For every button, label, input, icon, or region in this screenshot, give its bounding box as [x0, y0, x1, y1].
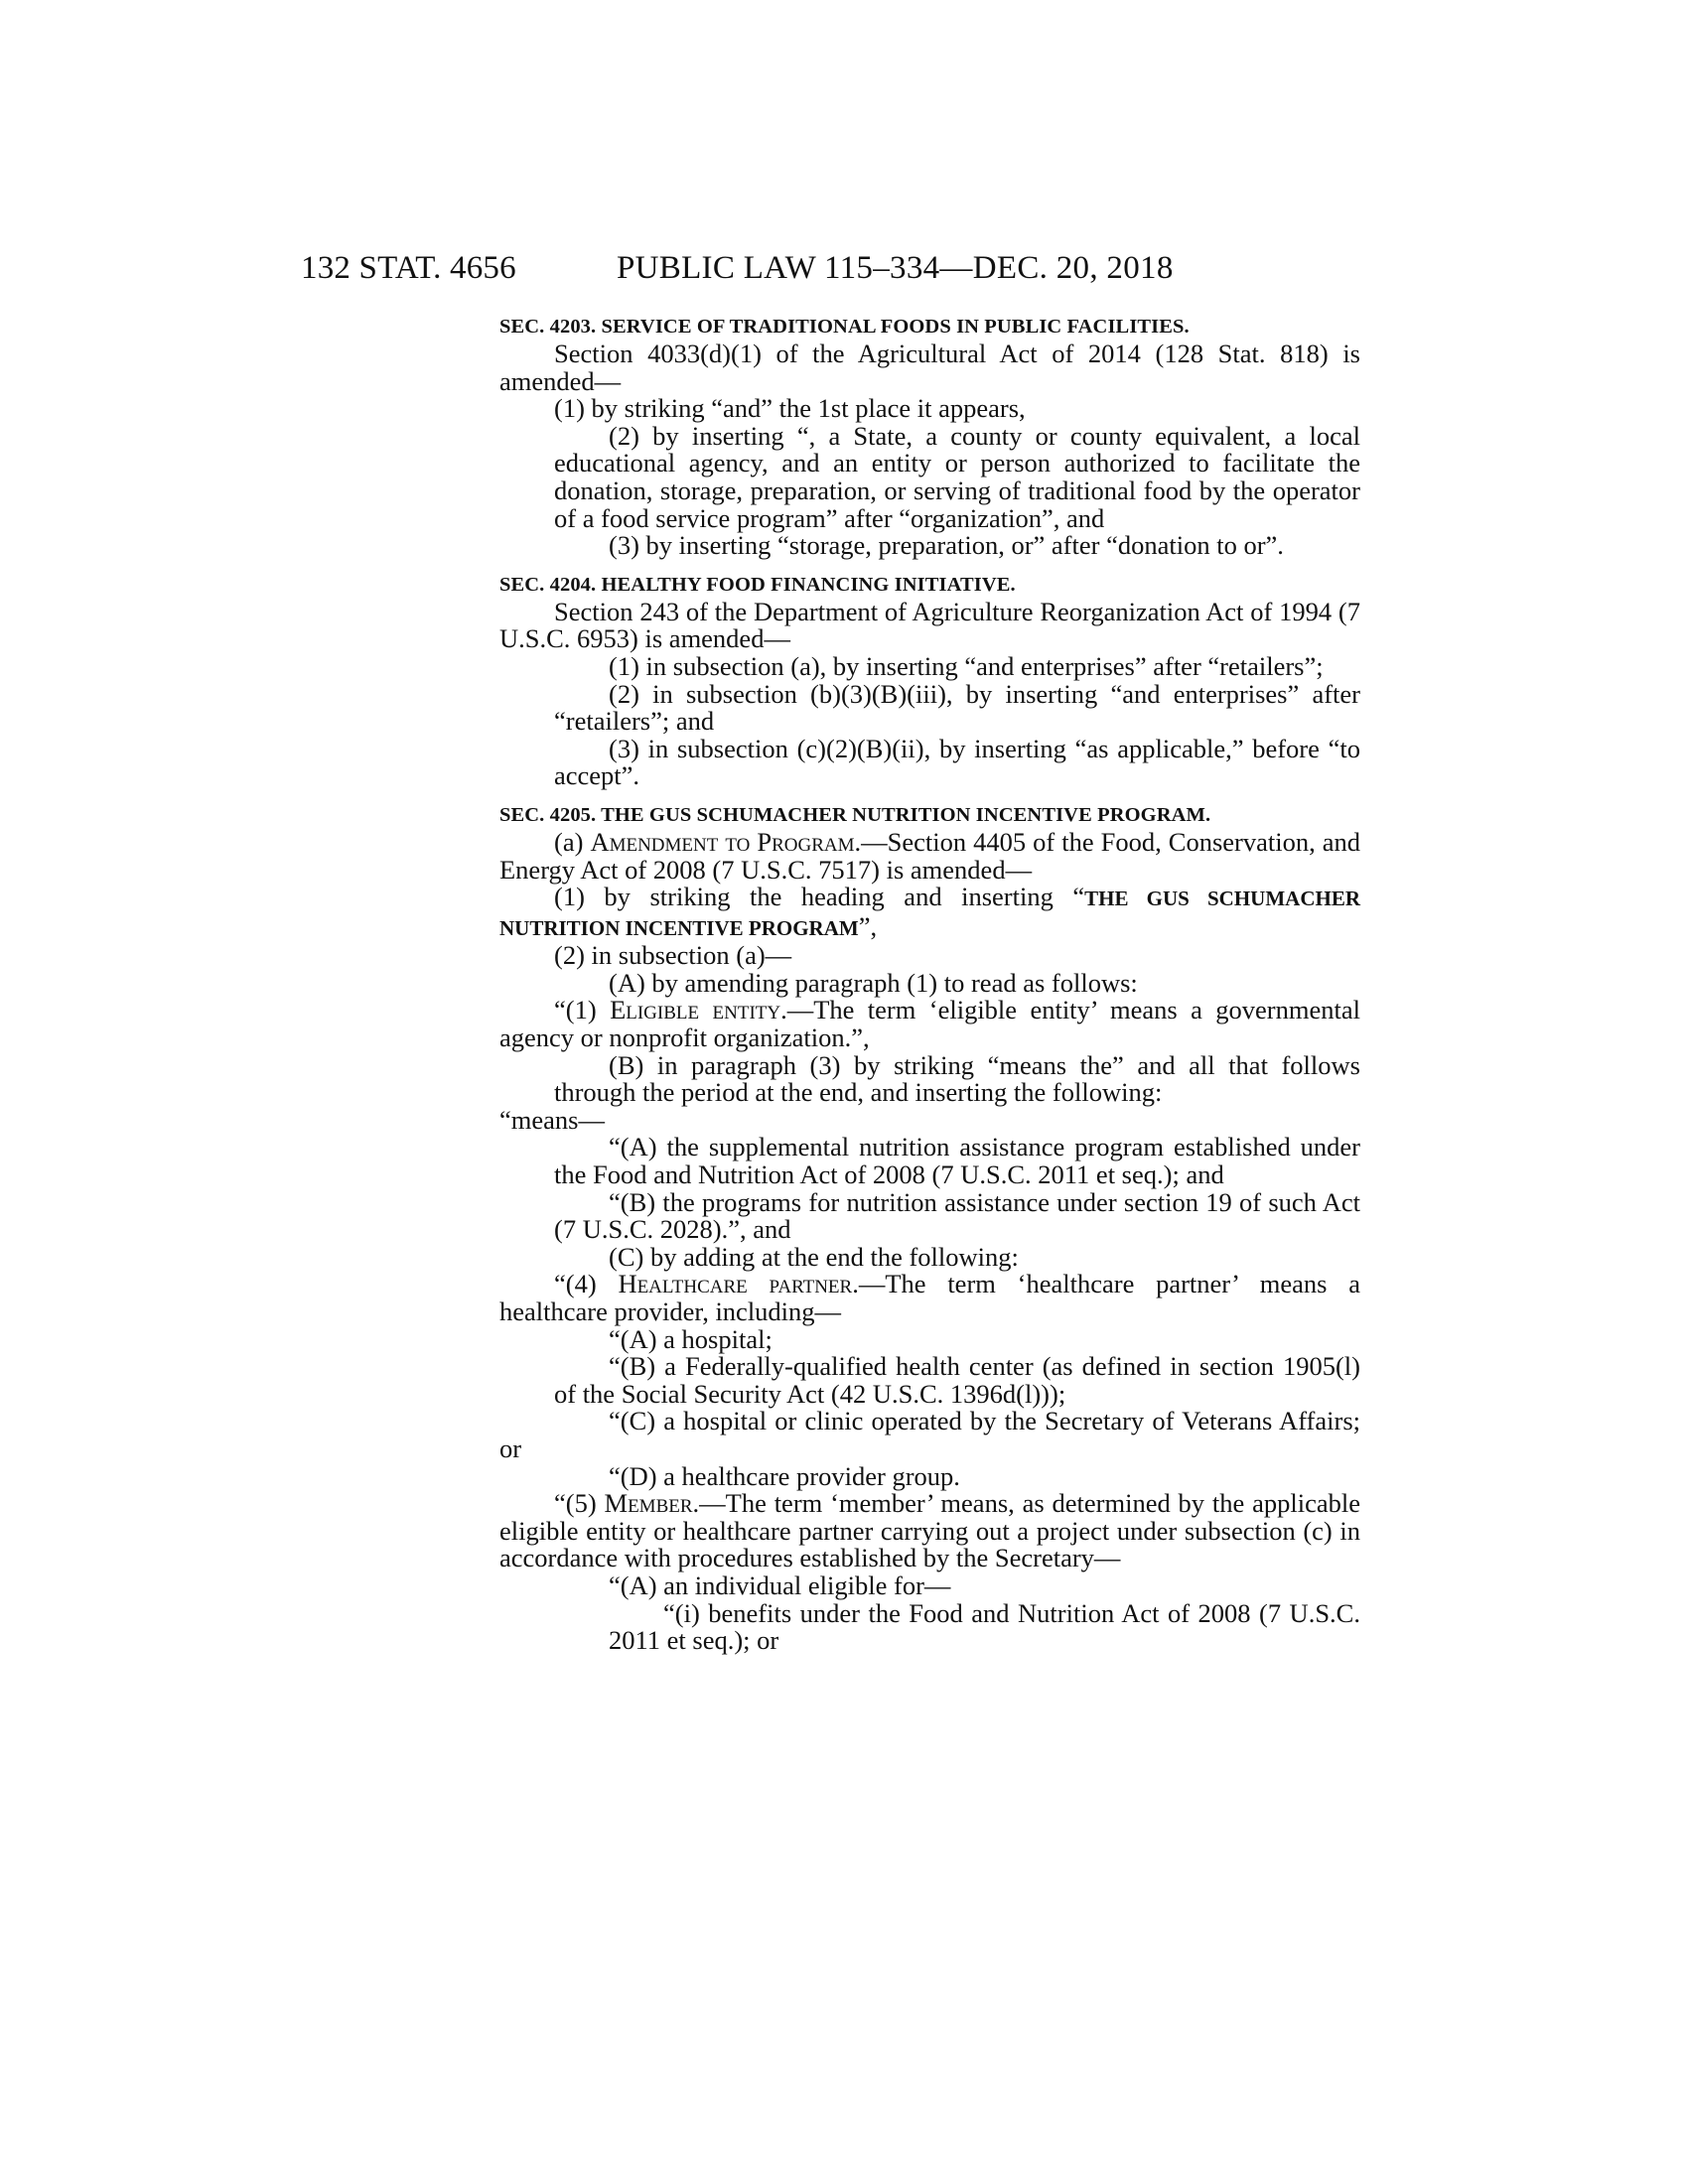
paragraph-4-text: .—The term ‘healthcare partner’ means a healthcare provider, including—: [499, 1269, 1360, 1326]
sec4205-item-2: (2) in subsection (a)—: [554, 940, 792, 971]
healthcare-partner-C: “(C) a hospital or clinic operated by the Secretary of Veterans Affairs; or: [499, 1406, 1360, 1463]
sec4204-item-1: (1) in subsection (a), by inserting “and enterprises” after “retailers”;: [609, 650, 1324, 681]
sec4204-item-3: (3) in subsection (c)(2)(B)(ii), by inserting “as applicable,” before “to accept”.: [554, 733, 1360, 791]
healthcare-partner-A: “(A) a hospital;: [609, 1323, 773, 1354]
sec4203-item-2: (2) by inserting “, a State, a county or county equivalent, a local educational agency, and an entity or person authorized to facilitate the donation, storage, preparation, or serving of traditional food by the operator of a food service program” after “organization”, and: [554, 420, 1360, 533]
sec4205-item-1: [445, 884, 1360, 942]
paragraph-5-label: “(5): [554, 1488, 605, 1519]
sec4205-means-A: “(A) the supplemental nutrition assistance program established under the Food and Nutrition Act of 2008 (7 U.S.C. 2011 et seq.); and: [554, 1132, 1360, 1190]
sec4205-paragraph-1: [499, 997, 1360, 1051]
sec4205-paragraph-4: [499, 1271, 1360, 1325]
page-law-header: PUBLIC LAW 115–334—DEC. 20, 2018: [617, 250, 1174, 286]
paragraph-5-caption: Member: [604, 1488, 693, 1519]
item-1-text: (1) by striking the heading and inserting “: [554, 882, 1085, 912]
item-1-end: ”,: [858, 910, 878, 941]
subsection-a-caption: Amendment to Program: [590, 826, 855, 857]
subsection-a-text: .—Section 4405 of the Food, Conservation, and Energy Act of 2008 (7 U.S.C. 7517) is amended—: [499, 826, 1360, 885]
member-A-i: “(i) benefits under the Food and Nutrition Act of 2008 (7 U.S.C. 2011 et seq.); or: [609, 1597, 1360, 1656]
paragraph-4-caption: Healthcare partner: [618, 1269, 853, 1299]
healthcare-partner-B: “(B) a Federally-qualified health center (as defined in section 1905(l) of the Social Security Act (42 U.S.C. 1396d(l)));: [554, 1351, 1360, 1409]
paragraph-4-label: “(4): [554, 1269, 619, 1299]
document-body: [499, 314, 1360, 1655]
sec4203-item-1: (1) by striking “and” the 1st place it appears,: [554, 393, 1026, 424]
healthcare-partner-D: “(D) a healthcare provider group.: [609, 1460, 960, 1491]
sec4205-item-B: (B) in paragraph (3) by striking “means the” and all that follows through the period at the end, and inserting the following:: [554, 1049, 1360, 1108]
sec4205-means: “means—: [499, 1104, 605, 1135]
paragraph-1-caption: Eligible entity: [610, 995, 781, 1025]
page-stat-citation: 132 STAT. 4656: [301, 250, 516, 286]
sec4203-intro: Section 4033(d)(1) of the Agricultural Act of 2014 (128 Stat. 818) is amended—: [499, 339, 1360, 396]
sec4205-paragraph-5: [499, 1490, 1360, 1572]
sec4205-item-C: (C) by adding at the end the following:: [609, 1241, 1019, 1272]
sec4205-subsection-a: [499, 826, 1360, 885]
item-1-bold-heading: THE GUS SCHUMACHER NUTRITION INCENTIVE PROGRAM: [499, 887, 1360, 940]
subsection-a-label: (a): [554, 826, 591, 857]
section-heading-4205: SEC. 4205. THE GUS SCHUMACHER NUTRITION INCENTIVE PROGRAM.: [499, 803, 1211, 826]
member-A: “(A) an individual eligible for—: [609, 1570, 951, 1600]
paragraph-1-label: “(1): [554, 995, 611, 1025]
sec4204-intro: Section 243 of the Department of Agriculture Reorganization Act of 1994 (7 U.S.C. 6953) is amended—: [499, 596, 1360, 654]
paragraph-1-text: .—The term ‘eligible entity’ means a governmental agency or nonprofit organization.”,: [499, 995, 1360, 1053]
section-heading-4203: SEC. 4203. SERVICE OF TRADITIONAL FOODS IN PUBLIC FACILITIES.: [499, 316, 1190, 338]
paragraph-5-text: .—The term ‘member’ means, as determined by the applicable eligible entity or healthcare partner carrying out a project under subsection (c) in accordance with procedures established by the Secretary—: [499, 1488, 1361, 1573]
section-heading-4204: SEC. 4204. HEALTHY FOOD FINANCING INITIATIVE.: [499, 573, 1016, 596]
sec4205-means-B: “(B) the programs for nutrition assistance under section 19 of such Act (7 U.S.C. 2028).”, and: [554, 1186, 1360, 1245]
sec4205-item-A: (A) by amending paragraph (1) to read as follows:: [609, 967, 1138, 998]
sec4204-item-2: (2) in subsection (b)(3)(B)(iii), by inserting “and enterprises” after “retailers”; and: [554, 678, 1360, 737]
sec4203-item-3: (3) by inserting “storage, preparation, or” after “donation to or”.: [609, 530, 1284, 561]
